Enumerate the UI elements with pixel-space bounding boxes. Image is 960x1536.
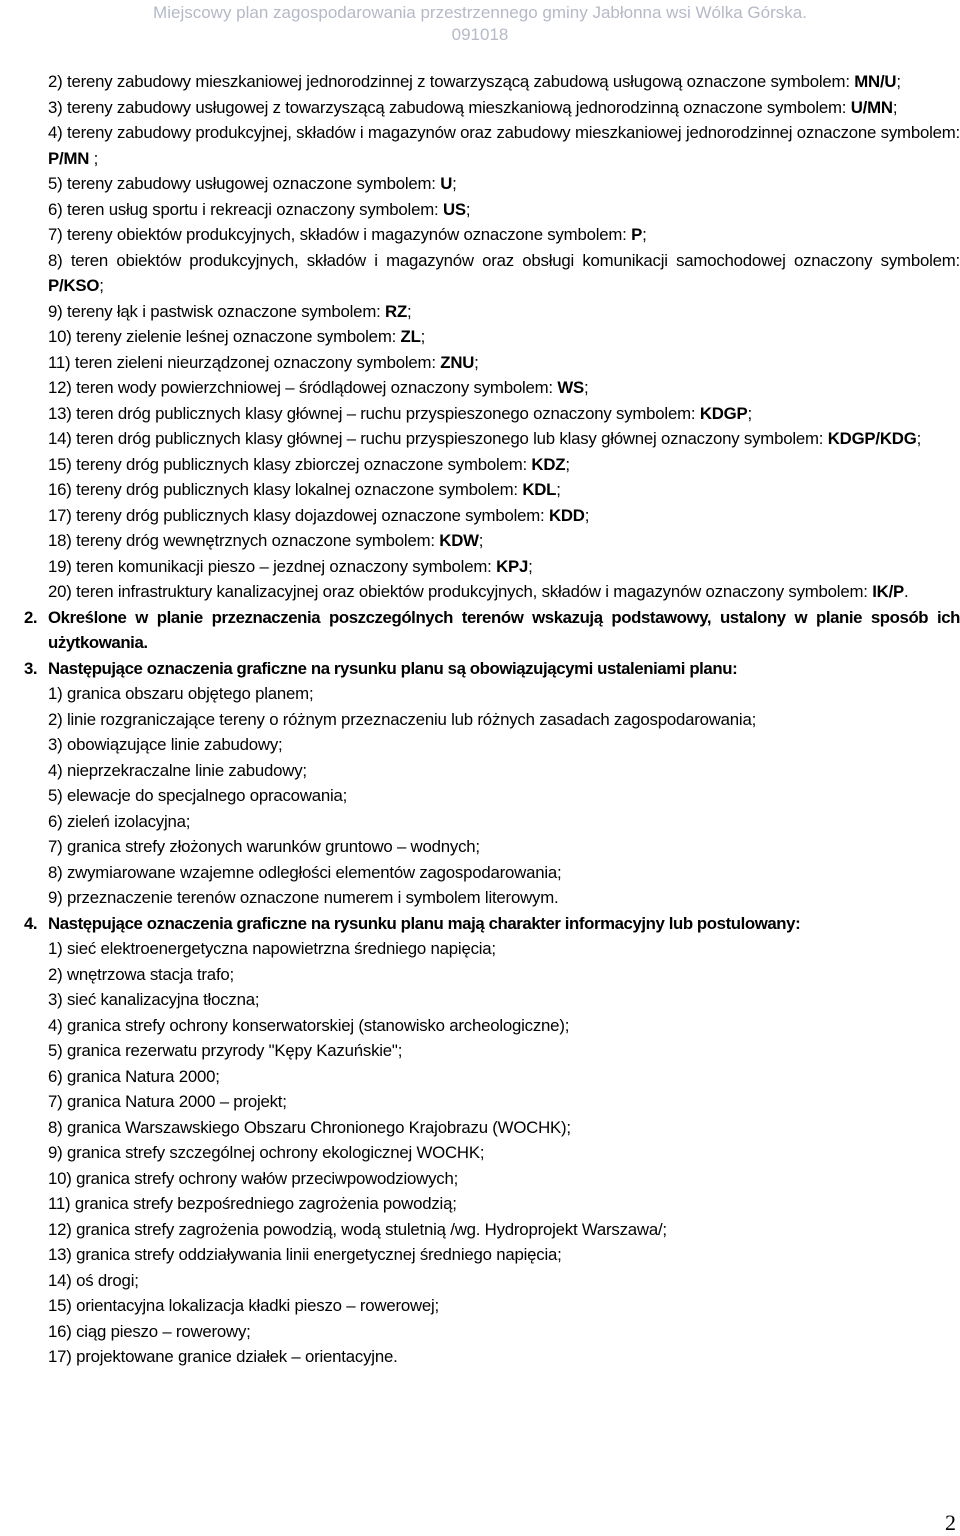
list-item (24, 1217, 960, 1243)
land-use-list (24, 69, 960, 605)
item-symbol: KDL (522, 480, 557, 499)
item-description: 6) teren usług sportu i rekreacji oznaczony symbolem: (48, 199, 439, 219)
list-item-text: 11) granica strefy bezpośredniego zagrożenia powodzią; (48, 1194, 457, 1213)
list-item-text: 9) przeznaczenie terenów oznaczone numerem i symbolem literowym. (48, 888, 559, 907)
list-item (24, 477, 960, 503)
item-symbol: KDGP/KDG (827, 429, 917, 448)
item-terminator: ; (89, 148, 99, 168)
item-description: 12) teren wody powierzchniowej – śródlądowej oznaczony symbolem: (48, 378, 553, 397)
list-item (24, 1038, 960, 1064)
list-item (24, 1089, 960, 1115)
section-3 (24, 656, 960, 682)
item-terminator: ; (474, 352, 479, 372)
item-terminator: ; (407, 301, 412, 321)
list-item-text: 4) nieprzekraczalne linie zabudowy; (48, 760, 307, 780)
list-item (24, 1344, 960, 1370)
item-symbol: ZL (400, 327, 421, 346)
list-item (24, 1242, 960, 1268)
list-item (24, 681, 960, 707)
list-item (24, 1115, 960, 1141)
list-item-text (24, 579, 960, 605)
list-item (24, 962, 960, 988)
list-item-text: 6) zieleń izolacyjna; (48, 811, 191, 831)
section-number: 2. (24, 607, 38, 627)
item-symbol: P/MN (48, 148, 90, 168)
item-symbol: KDD (548, 505, 585, 525)
list-item-text (24, 477, 960, 503)
item-symbol: US (442, 199, 466, 219)
list-item (24, 1013, 960, 1039)
section-2 (24, 605, 960, 656)
list-item-text: 17) projektowane granice działek – orientacyjne. (48, 1347, 398, 1366)
list-item-text: 13) granica strefy oddziaływania linii energetycznej średniego napięcia; (48, 1245, 562, 1264)
list-item (24, 528, 960, 554)
list-item (24, 452, 960, 478)
item-symbol: MN/U (854, 72, 897, 91)
list-item (24, 1064, 960, 1090)
header-title: Miejscowy plan zagospodarowania przestrzennego gminy Jabłonna wsi Wólka Górska. (153, 3, 807, 22)
list-item (24, 860, 960, 886)
list-item-text (24, 95, 960, 121)
section-4 (24, 911, 960, 937)
item-terminator: ; (565, 454, 570, 474)
list-item-text (24, 171, 960, 197)
item-symbol: KDW (439, 531, 479, 550)
list-item (24, 503, 960, 529)
item-symbol: P (631, 225, 643, 244)
item-terminator: ; (465, 199, 471, 219)
list-item (24, 707, 960, 733)
list-item-text (24, 503, 960, 529)
list-item-text: 3) obowiązujące linie zabudowy; (48, 735, 283, 754)
item-symbol: U/MN (850, 97, 893, 117)
list-item-text: 10) granica strefy ochrony wałów przeciwpowodziowych; (48, 1168, 459, 1188)
list-item-text: 7) granica strefy złożonych warunków gruntowo – wodnych; (48, 837, 480, 856)
item-terminator: ; (584, 378, 589, 397)
list-item (24, 1293, 960, 1319)
list-item (24, 222, 960, 248)
list-item-text: 8) zwymiarowane wzajemne odległości elementów zagospodarowania; (48, 862, 562, 882)
list-item (24, 783, 960, 809)
document-body (24, 69, 960, 1370)
list-item (24, 1191, 960, 1217)
item-terminator: ; (642, 225, 647, 244)
list-item (24, 299, 960, 325)
item-description: 17) tereny dróg publicznych klasy dojazdowej oznaczone symbolem: (48, 505, 545, 525)
list-item-text (24, 222, 960, 248)
item-symbol: KPJ (496, 556, 529, 576)
list-item (24, 197, 960, 223)
item-terminator: ; (584, 505, 590, 525)
item-description: 4) tereny zabudowy produkcyjnej, składów i magazynów oraz zabudowy mieszkaniowej jednorodzinnej oznaczone symbolem: (48, 123, 960, 142)
item-description: 11) teren zieleni nieurządzonej oznaczony symbolem: (48, 352, 436, 372)
item-terminator: ; (892, 97, 898, 117)
list-item-text (24, 197, 960, 223)
item-symbol: U (440, 174, 453, 193)
list-item-text: 14) oś drogi; (48, 1270, 139, 1290)
list-item-text: 1) sieć elektroenergetyczna napowietrzna średniego napięcia; (48, 939, 496, 958)
list-item-text: 15) orientacyjna lokalizacja kładki pieszo – rowerowej; (48, 1296, 440, 1315)
list-item-text (24, 248, 960, 299)
list-item (24, 809, 960, 835)
page-number: 2 (945, 1510, 956, 1535)
list-item (24, 426, 960, 452)
item-description: 18) tereny dróg wewnętrznych oznaczone symbolem: (48, 531, 435, 550)
item-terminator: ; (452, 174, 457, 193)
list-item-text: 2) wnętrzowa stacja trafo; (48, 964, 234, 984)
list-item-text (24, 324, 960, 350)
list-item-text: 9) granica strefy szczególnej ochrony ekologicznej WOCHK; (48, 1143, 485, 1162)
list-item (24, 95, 960, 121)
list-item (24, 350, 960, 376)
item-terminator: ; (420, 327, 426, 346)
list-item-text (24, 426, 960, 452)
item-symbol: ZNU (440, 352, 475, 372)
item-description: 13) teren dróg publicznych klasy głównej – ruchu przyspieszonego oznaczony symbolem: (48, 403, 696, 423)
list-item-text (24, 299, 960, 325)
item-description: 20) teren infrastruktury kanalizacyjnej oraz obiektów produkcyjnych, składów i magazynów oznaczony symbolem: (48, 582, 868, 601)
binding-markings-list (24, 681, 960, 911)
item-description: 15) tereny dróg publicznych klasy zbiorczej oznaczone symbolem: (48, 454, 527, 474)
list-item-text: 6) granica Natura 2000; (48, 1066, 220, 1086)
list-item (24, 171, 960, 197)
list-item-text (24, 528, 960, 554)
header-code: 091018 (451, 25, 509, 44)
section-number: 3. (24, 658, 38, 678)
item-terminator: ; (556, 480, 561, 499)
section-number: 4. (24, 913, 38, 933)
list-item-text: 4) granica strefy ochrony konserwatorskiej (stanowisko archeologiczne); (48, 1015, 570, 1035)
item-description: 8) teren obiektów produkcyjnych, składów i magazynów oraz obsługi komunikacji samochodowej oznaczony symbolem: (48, 250, 960, 270)
section-text: Określone w planie przeznaczenia poszczególnych terenów wskazują podstawowy, ustalony w planie sposób ich użytkowania. (48, 607, 960, 652)
item-description: 2) tereny zabudowy mieszkaniowej jednorodzinnej z towarzyszącą zabudową usługową oznaczone symbolem: (48, 72, 850, 91)
list-item (24, 1268, 960, 1294)
list-item-text: 5) granica rezerwatu przyrody "Kępy Kazuńskie"; (48, 1041, 403, 1060)
item-description: 14) teren dróg publicznych klasy głównej – ruchu przyspieszonego lub klasy głównej oznaczony symbolem: (48, 429, 824, 448)
list-item (24, 987, 960, 1013)
list-item (24, 554, 960, 580)
item-symbol: IK/P (872, 582, 905, 601)
item-symbol: KDZ (531, 454, 566, 474)
list-item (24, 936, 960, 962)
list-item (24, 579, 960, 605)
item-symbol: KDGP (699, 403, 748, 423)
item-description: 5) tereny zabudowy usługowej oznaczone symbolem: (48, 174, 436, 193)
item-terminator: ; (896, 72, 901, 91)
item-description: 9) tereny łąk i pastwisk oznaczone symbolem: (48, 301, 381, 321)
list-item-text (24, 69, 960, 95)
item-description: 19) teren komunikacji pieszo – jezdnej oznaczony symbolem: (48, 556, 492, 576)
list-item (24, 1319, 960, 1345)
list-item (24, 248, 960, 299)
list-item (24, 758, 960, 784)
list-item (24, 885, 960, 911)
section-text: Następujące oznaczenia graficzne na rysunku planu mają charakter informacyjny lub postulowany: (48, 913, 801, 933)
list-item-text (24, 554, 960, 580)
list-item-text: 3) sieć kanalizacyjna tłoczna; (48, 990, 260, 1009)
item-terminator: ; (478, 531, 484, 550)
list-item (24, 834, 960, 860)
item-symbol: P/KSO (48, 276, 100, 295)
list-item-text (24, 120, 960, 171)
list-item-text: 1) granica obszaru objętego planem; (48, 684, 314, 703)
list-item-text (24, 375, 960, 401)
list-item (24, 69, 960, 95)
list-item-text (24, 452, 960, 478)
item-terminator: ; (99, 276, 104, 295)
list-item-text: 12) granica strefy zagrożenia powodzią, wodą stuletnią /wg. Hydroprojekt Warszawa/; (48, 1219, 667, 1239)
item-symbol: RZ (385, 301, 408, 321)
informative-markings-list (24, 936, 960, 1370)
item-symbol: WS (557, 378, 584, 397)
item-terminator: ; (916, 429, 922, 448)
item-description: 7) tereny obiektów produkcyjnych, składów i magazynów oznaczone symbolem: (48, 225, 627, 244)
list-item-text: 16) ciąg pieszo – rowerowy; (48, 1321, 251, 1341)
page-header (0, 0, 960, 46)
list-item (24, 732, 960, 758)
item-terminator: . (904, 582, 909, 601)
item-description: 10) tereny zielenie leśnej oznaczone symbolem: (48, 327, 397, 346)
list-item (24, 1166, 960, 1192)
list-item-text: 2) linie rozgraniczające tereny o różnym przeznaczeniu lub różnych zasadach zagospodarowania; (48, 709, 757, 729)
item-terminator: ; (747, 403, 752, 423)
list-item-text: 7) granica Natura 2000 – projekt; (48, 1092, 287, 1111)
list-item-text: 8) granica Warszawskiego Obszaru Chronionego Krajobrazu (WOCHK); (48, 1117, 571, 1137)
list-item (24, 401, 960, 427)
item-description: 3) tereny zabudowy usługowej z towarzyszącą zabudową mieszkaniową jednorodzinną oznaczone symbolem: (48, 97, 847, 117)
list-item (24, 120, 960, 171)
list-item (24, 375, 960, 401)
section-text: Następujące oznaczenia graficzne na rysunku planu są obowiązującymi ustaleniami planu: (48, 658, 738, 678)
list-item-text: 5) elewacje do specjalnego opracowania; (48, 786, 348, 805)
list-item-text (24, 401, 960, 427)
list-item (24, 324, 960, 350)
item-description: 16) tereny dróg publicznych klasy lokalnej oznaczone symbolem: (48, 480, 518, 499)
item-terminator: ; (528, 556, 533, 576)
list-item (24, 1140, 960, 1166)
list-item-text (24, 350, 960, 376)
